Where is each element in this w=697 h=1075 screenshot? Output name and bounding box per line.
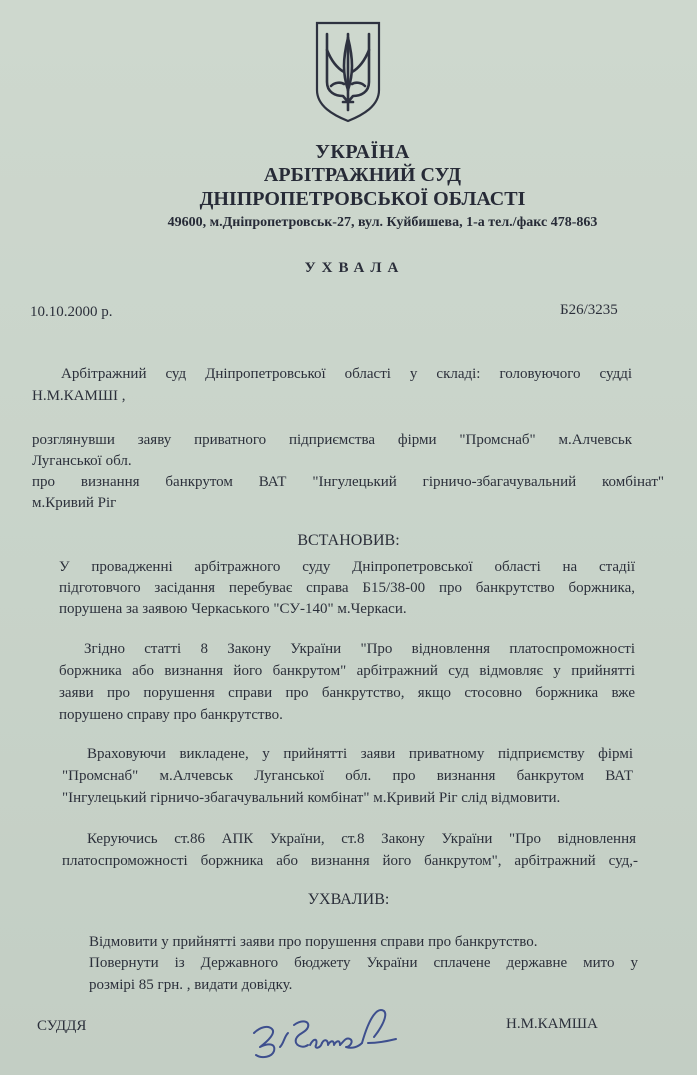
p2-line-4: порушено справу про банкрутство.	[59, 707, 283, 723]
intro-line-1: Арбітражний суд Дніпропетровської області у складі: головуючого судді	[61, 366, 632, 382]
header-court: АРБІТРАЖНИЙ СУД	[263, 164, 462, 186]
p1-line-3: порушена за заявою Черкаського "СУ-140" м.Черкаси.	[59, 601, 407, 617]
judge-name: Н.М.КАМША	[506, 1016, 598, 1032]
established-heading: ВСТАНОВИВ:	[297, 532, 400, 549]
header-country: УКРАЇНА	[315, 141, 410, 163]
header-address: 49600, м.Дніпропетровськ-27, вул. Куйбишева, 1-а тел./факс 478-863	[167, 215, 598, 230]
judge-label: СУДДЯ	[37, 1018, 87, 1034]
trident-emblem-icon	[313, 20, 383, 124]
consider-line-3: про визнання банкрутом ВАТ "Інгулецький гірничо-збагачувальний комбінат"	[32, 474, 664, 490]
resolution-line-1: Відмовити у прийнятті заяви про порушення справи про банкрутство.	[89, 934, 538, 950]
resolution-line-3: розмірі 85 грн. , видати довідку.	[89, 977, 293, 993]
resolved-heading: УХВАЛИВ:	[307, 891, 390, 908]
case-number: Б26/3235	[560, 302, 618, 318]
consider-line-2: Луганської обл.	[32, 453, 132, 469]
consider-line-4: м.Кривий Ріг	[32, 495, 117, 511]
p3-line-2: "Промснаб" м.Алчевськ Луганської обл. про визнання банкрутом ВАТ	[62, 768, 633, 784]
header-region: ДНІПРОПЕТРОВСЬКОЇ ОБЛАСТІ	[199, 188, 526, 210]
p1-line-2: підготовчого засідання перебуває справа Б15/38-00 про банкрутство боржника,	[59, 580, 635, 596]
document-date: 10.10.2000 р.	[30, 304, 113, 320]
consider-line-1: розглянувши заяву приватного підприємства фірми "Промснаб" м.Алчевськ	[32, 432, 632, 448]
p2-line-1: Згідно статті 8 Закону України "Про відновлення платоспроможності	[84, 641, 635, 657]
p2-line-2: боржника або визнання його банкрутом" арбітражний суд відмовляє у прийнятті	[59, 663, 635, 679]
resolution-line-2: Повернути із Державного бюджету України сплачене державне мито у	[89, 955, 638, 971]
handwritten-signature-icon	[250, 1003, 400, 1065]
document-title: УХВАЛА	[304, 260, 405, 276]
p3-line-1: Враховуючи викладене, у прийнятті заяви приватному підприємству фірмі	[87, 746, 633, 762]
p4-line-2: платоспроможності боржника або визнання його банкрутом", арбітражний суд,-	[62, 853, 638, 869]
p2-line-3: заяви про порушення справи про банкрутство, якщо стосовно боржника вже	[59, 685, 635, 701]
intro-line-2: Н.М.КАМШІ ,	[32, 388, 126, 404]
p1-line-1: У провадженні арбітражного суду Дніпропетровської області на стадії	[59, 559, 635, 575]
p3-line-3: "Інгулецький гірничо-збагачувальний комбінат" м.Кривий Ріг слід відмовити.	[62, 790, 561, 806]
p4-line-1: Керуючись ст.86 АПК України, ст.8 Закону України "Про відновлення	[87, 831, 636, 847]
